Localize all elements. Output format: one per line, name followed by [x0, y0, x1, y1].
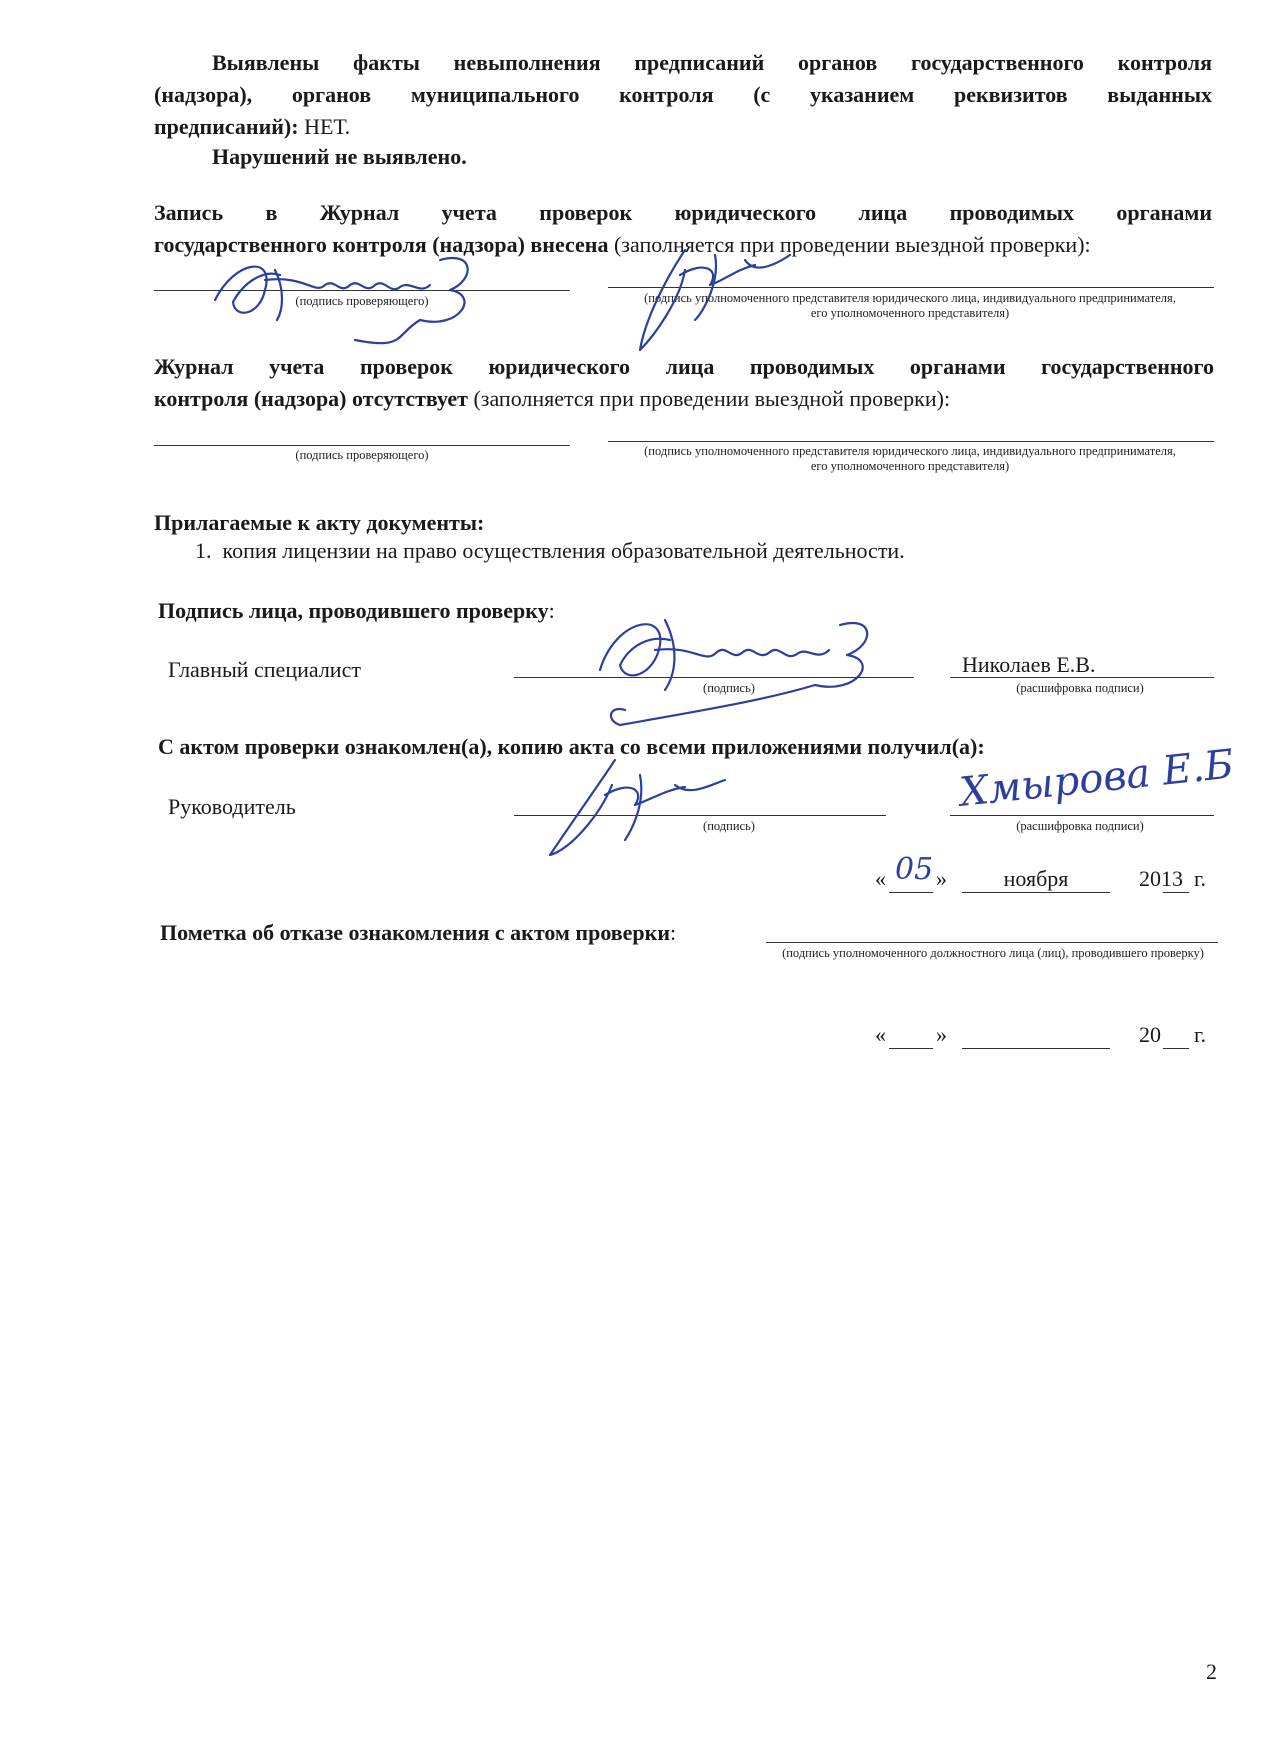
refusal-heading-colon: : — [670, 920, 677, 945]
inspector-position: Главный специалист — [168, 657, 361, 682]
para3-note: (заполняется при проведении выездной проверки): — [467, 386, 951, 411]
attachment-item — [195, 536, 905, 565]
para1-line2: (надзора), органов муниципального контроля (с указанием реквизитов выданных — [154, 82, 1212, 107]
ack-date-day-line — [889, 892, 933, 893]
ack-date-open-quote: « — [875, 866, 886, 891]
ack-cap-decode: (расшифровка подписи) — [1016, 819, 1144, 833]
para2-line1: Запись в Журнал учета проверок юридического лица проводимых органами — [154, 200, 1212, 225]
ack-handwritten-name: Хмырова Е.Б — [957, 741, 1236, 816]
para3-line1: Журнал учета проверок юридического лица проводимых органами государственного — [154, 354, 1214, 379]
ack-cap-signature: (подпись) — [703, 819, 755, 833]
para1-line3 — [154, 112, 1212, 141]
para3-cap-rep: (подпись уполномоченного представителя юридического лица, индивидуального предпринимателя, его уполномоченного представителя) — [644, 444, 1176, 473]
refusal-date-year-suffix: г. — [1194, 1022, 1207, 1047]
refusal-date-day-line — [889, 1048, 933, 1049]
inspector-cap-signature: (подпись) — [703, 681, 755, 695]
ack-heading: С актом проверки ознакомлен(а), копию акта со всеми приложениями получил(а): — [158, 734, 985, 759]
inspector-name: Николаев Е.В. — [962, 652, 1096, 677]
para3-line2 — [154, 384, 1214, 413]
inspector-cap-decode: (расшифровка подписи) — [1016, 681, 1144, 695]
refusal-cap: (подпись уполномоченного должностного лица (лиц), проводившего проверку) — [782, 946, 1204, 960]
refusal-date-year: 20 — [1139, 1022, 1161, 1047]
para2-note: (заполняется при проведении выездной проверки): — [608, 232, 1091, 257]
refusal-date-year-line — [1163, 1048, 1189, 1049]
refusal-date-open-quote: « — [875, 1022, 886, 1047]
attachments-heading: Прилагаемые к акту документы: — [154, 510, 485, 535]
refusal-date-close-quote: » — [936, 1022, 947, 1047]
ack-date-month-line — [962, 892, 1110, 893]
para2-cap-rep: (подпись уполномоченного представителя юридического лица, индивидуального предпринимателя, его уполномоченного представителя) — [644, 291, 1176, 320]
ack-name-line — [950, 815, 1214, 816]
para1-line4: Нарушений не выявлено. — [212, 144, 467, 169]
ack-date-year: 2013 — [1139, 866, 1183, 891]
para3-inspector-line — [154, 445, 570, 446]
rep-signature-drawing — [625, 240, 805, 360]
ack-position: Руководитель — [168, 794, 296, 819]
inspector-sign-heading-colon: : — [548, 598, 555, 623]
refusal-heading-label: Пометка об отказе ознакомления с актом проверки — [160, 920, 671, 945]
inspector-sign-heading-label: Подпись лица, проводившего проверку — [158, 598, 549, 623]
attachment-item-text: копия лицензии на право осуществления образовательной деятельности. — [222, 538, 905, 563]
ack-signature-drawing — [540, 755, 740, 865]
para1-line3-label: предписаний): — [154, 114, 299, 139]
ack-date-year-suffix: г. — [1194, 866, 1207, 891]
inspector-main-signature-drawing — [585, 600, 905, 730]
para3-cap-inspector: (подпись проверяющего) — [295, 448, 429, 462]
ack-date-year-line — [1163, 892, 1189, 893]
inspector-name-line — [950, 677, 1214, 678]
para1-value: НЕТ. — [298, 114, 351, 139]
page-number: 2 — [1206, 1659, 1217, 1684]
refusal-heading — [160, 918, 676, 947]
ack-date-close-quote: » — [936, 866, 947, 891]
para3-line2-label: контроля (надзора) отсутствует — [154, 386, 468, 411]
para3-rep-line — [608, 441, 1214, 442]
para2-line2-label: государственного контроля (надзора) внесена — [154, 232, 609, 257]
refusal-date-month-line — [962, 1048, 1110, 1049]
para2-cap-inspector: (подпись проверяющего) — [295, 294, 429, 308]
ack-date-day: 05 — [895, 852, 934, 887]
refusal-sign-line — [766, 942, 1218, 943]
inspector-signature-drawing — [205, 240, 515, 350]
para1-line1: Выявлены факты невыполнения предписаний органов государственного контроля — [212, 50, 1212, 75]
inspector-sign-heading — [158, 596, 555, 625]
attachment-item-number: 1. — [195, 538, 212, 563]
ack-date-month: ноября — [1003, 866, 1069, 891]
